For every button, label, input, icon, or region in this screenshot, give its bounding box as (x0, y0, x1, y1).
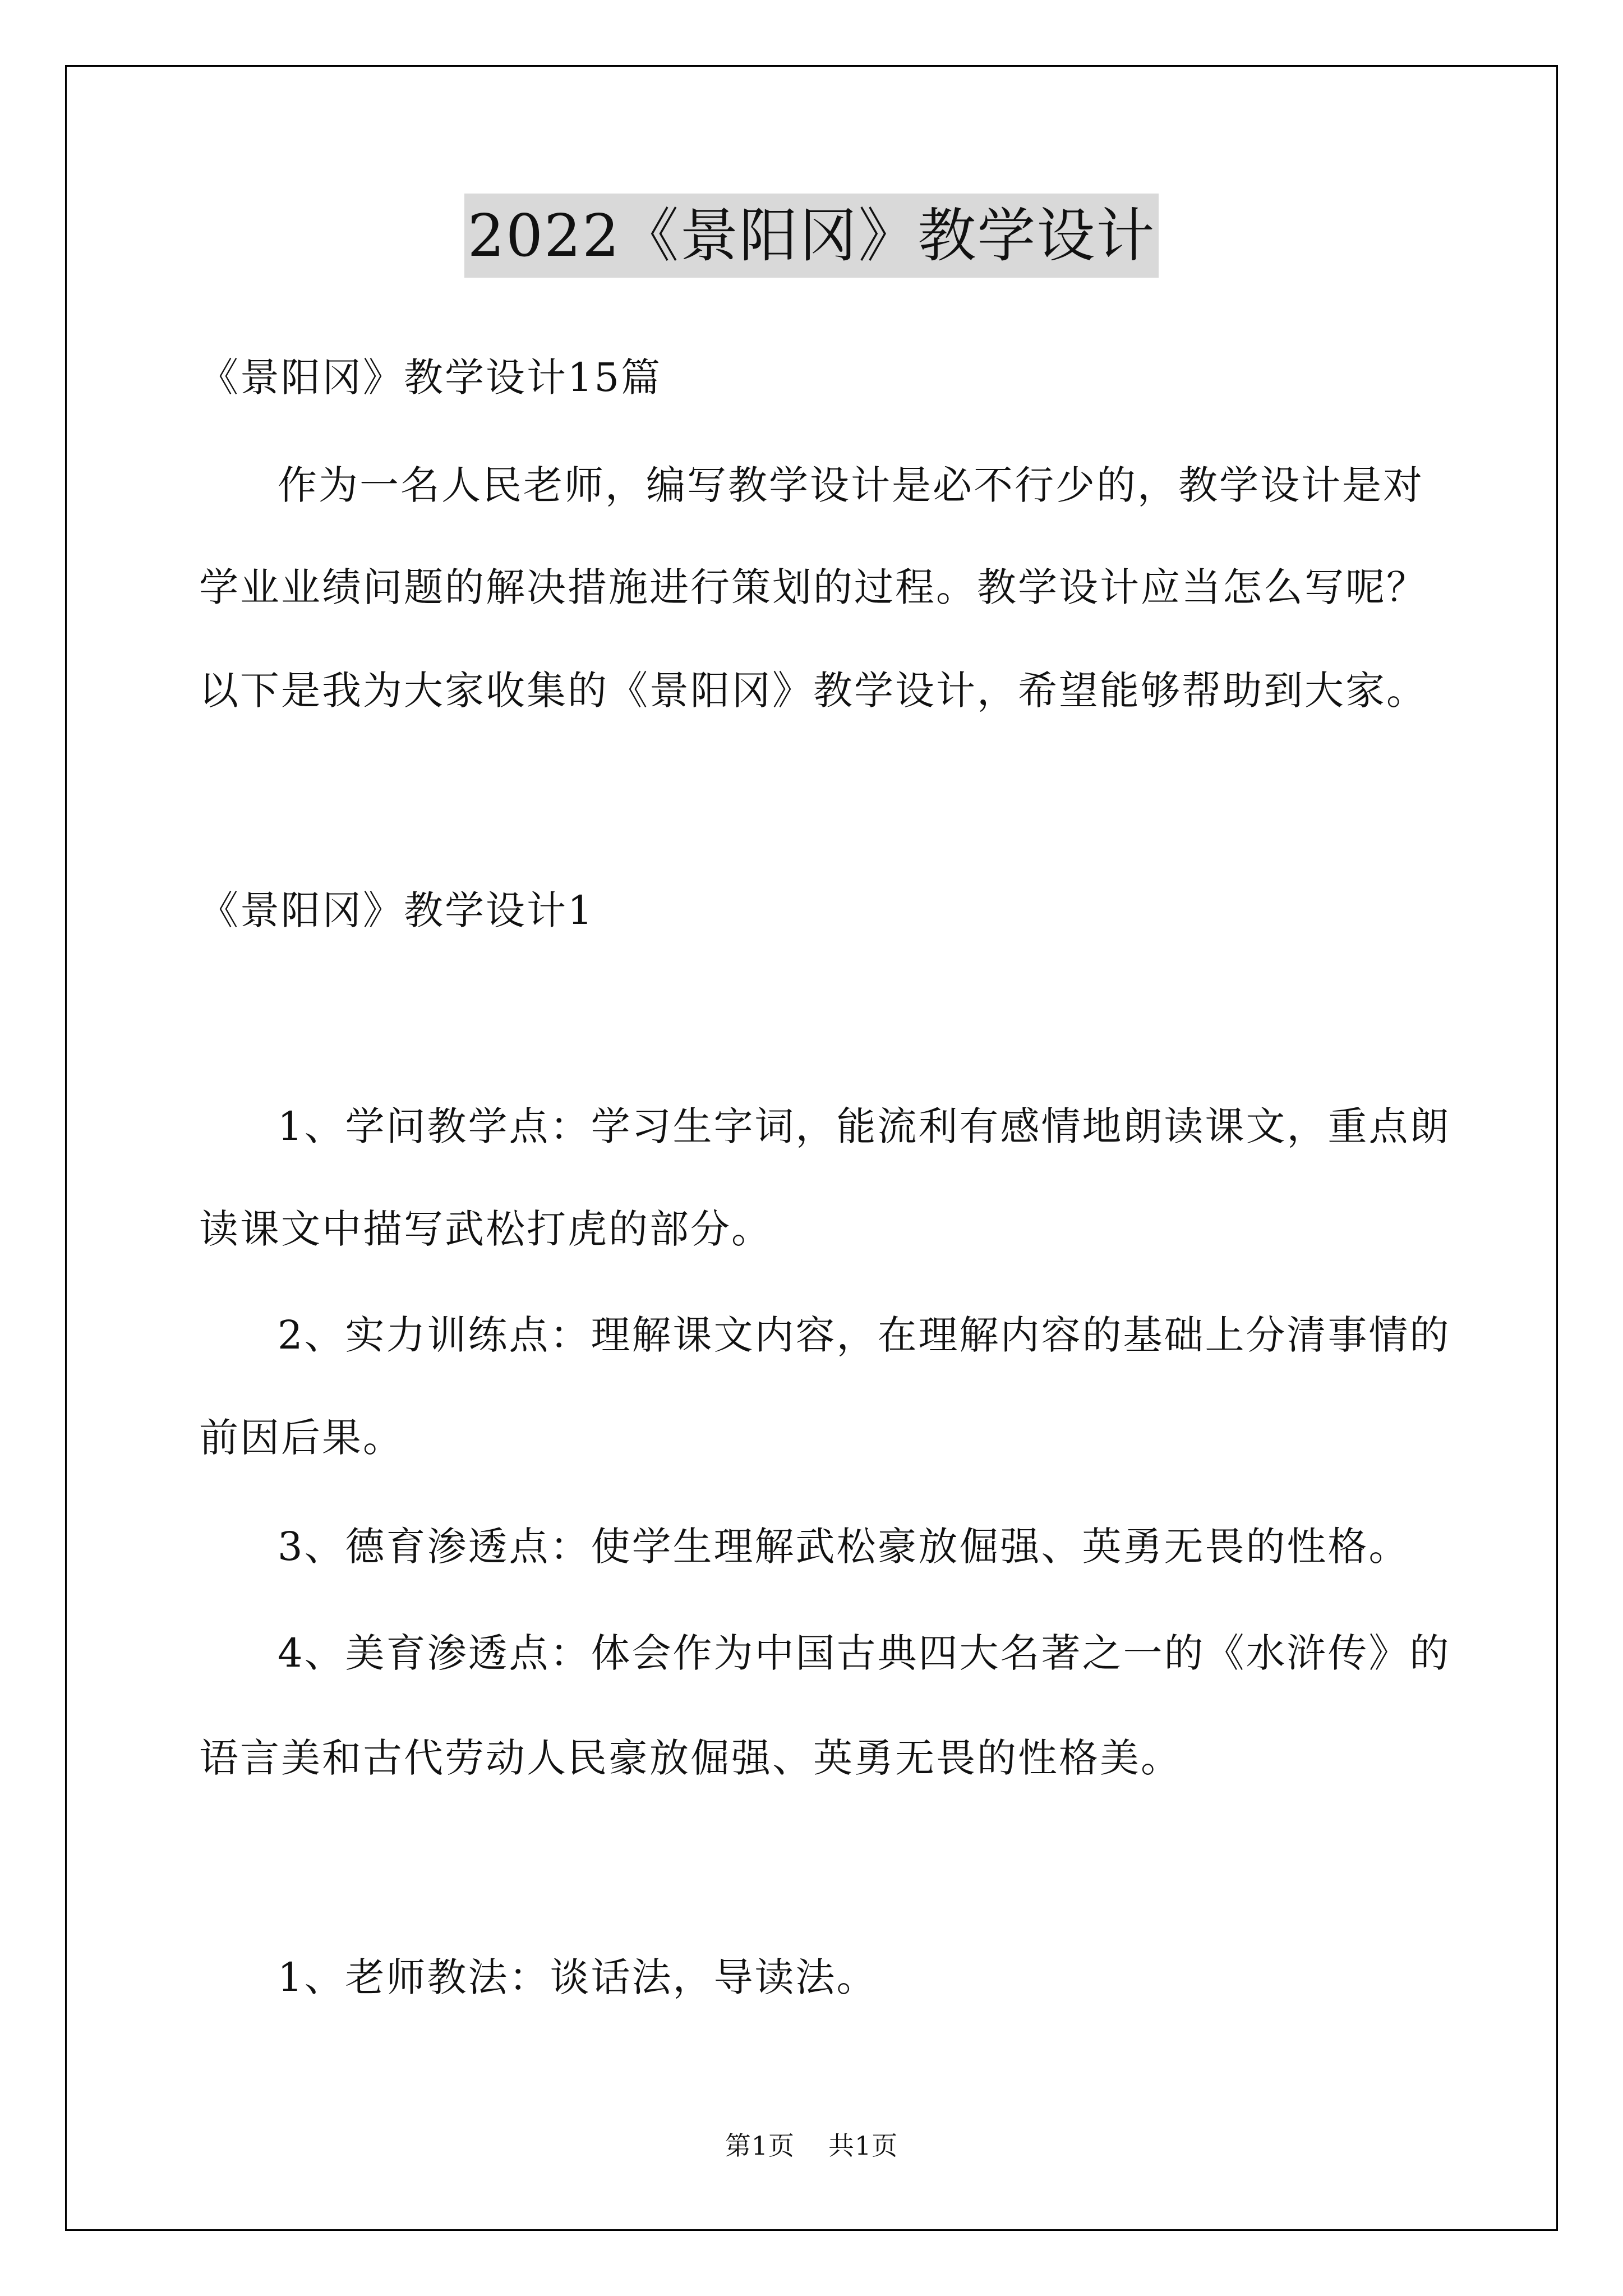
page-footer (0, 2129, 1623, 2162)
document-subtitle: 《景阳冈》教学设计15篇 (199, 355, 662, 401)
intro-line: 作为一名人民老师，编写教学设计是必不行少的，教学设计是对 (278, 462, 1424, 508)
objective-line: 3、德育渗透点：使学生理解武松豪放倔强、英勇无畏的性格。 (278, 1524, 1410, 1570)
objective-line: 4、美育渗透点：体会作为中国古典四大名著之一的《水浒传》的 (278, 1630, 1451, 1676)
method-line: 1、老师教法：谈话法，导读法。 (278, 1954, 878, 2000)
title-container (0, 194, 1623, 278)
intro-line: 以下是我为大家收集的《景阳冈》教学设计，希望能够帮助到大家。 (199, 668, 1427, 714)
objective-line: 前因后果。 (199, 1415, 404, 1461)
page-number-current: 第1页 (725, 2131, 795, 2161)
section-heading: 《景阳冈》教学设计1 (199, 887, 594, 933)
objective-line: 2、实力训练点：理解课文内容，在理解内容的基础上分清事情的 (278, 1312, 1451, 1358)
objective-line: 读课文中描写武松打虎的部分。 (199, 1206, 772, 1252)
objective-line: 语言美和古代劳动人民豪放倔强、英勇无畏的性格美。 (199, 1735, 1182, 1781)
intro-line: 学业业绩问题的解决措施进行策划的过程。教学设计应当怎么写呢？ (199, 564, 1427, 610)
page-number-total: 共1页 (828, 2131, 898, 2161)
objective-line: 1、学问教学点：学习生字词，能流利有感情地朗读课文，重点朗 (278, 1103, 1451, 1149)
document-title: 2022《景阳冈》教学设计 (464, 194, 1159, 278)
